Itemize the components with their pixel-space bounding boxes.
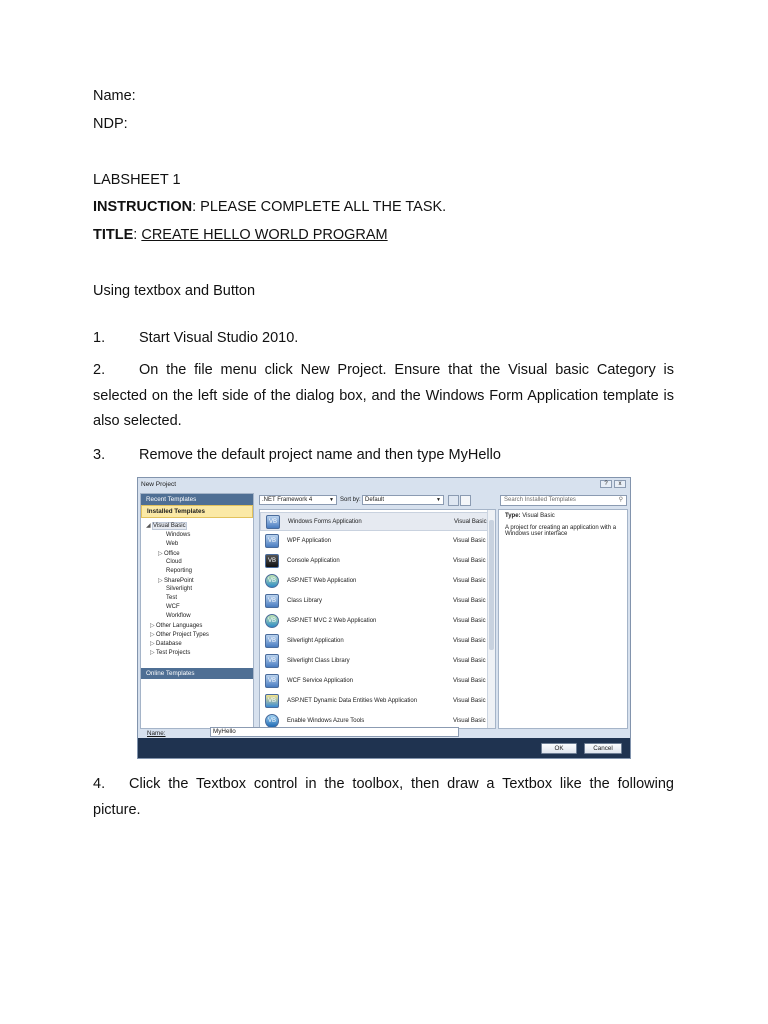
dynamic-data-icon: VB: [265, 694, 279, 708]
list-item[interactable]: VB ASP.NET Dynamic Data Entities Web Application Visual Basic: [260, 692, 488, 711]
ok-button[interactable]: OK: [541, 743, 577, 754]
list-item[interactable]: VB WPF Application Visual Basic: [260, 532, 488, 551]
step-number: 3.: [93, 447, 106, 463]
template-description: A project for creating an application with a Windows user interface: [505, 525, 617, 537]
framework-select[interactable]: .NET Framework 4 ▼: [259, 495, 337, 505]
close-button[interactable]: x: [614, 480, 626, 488]
project-name-label: Name:: [147, 730, 166, 737]
step-number: 1.: [93, 330, 106, 346]
template-list: [259, 509, 496, 729]
silverlight-icon: VB: [265, 634, 279, 648]
project-name-input[interactable]: MyHello: [210, 727, 459, 737]
dialog-titlebar: [138, 478, 630, 490]
tree-item-visual-basic[interactable]: ◢ Visual Basic: [146, 523, 186, 529]
title-label: TITLE: [93, 227, 134, 243]
tree-item-other-project-types[interactable]: ▷Other Project Types: [150, 632, 209, 638]
tree-item-reporting[interactable]: Reporting: [166, 568, 193, 574]
subtitle: Using textbox and Button: [93, 283, 256, 299]
wcf-icon: VB: [265, 674, 279, 688]
labsheet-heading: LABSHEET 1: [93, 172, 181, 188]
wpf-icon: VB: [265, 534, 279, 548]
step-1: [93, 330, 298, 346]
template-details: [498, 509, 628, 729]
tree-item-web[interactable]: Web: [166, 541, 179, 547]
recent-templates[interactable]: Recent Templates: [141, 494, 253, 505]
globe-icon: VB: [265, 614, 279, 628]
list-item[interactable]: VB Silverlight Application Visual Basic: [260, 632, 488, 651]
medium-icons-view-icon[interactable]: [448, 495, 459, 506]
instruction-text: : PLEASE COMPLETE ALL THE TASK.: [192, 199, 447, 215]
list-item[interactable]: VB Silverlight Class Library Visual Basic: [260, 652, 488, 671]
azure-icon: VB: [265, 714, 279, 728]
help-button[interactable]: ?: [600, 480, 612, 488]
title-line: [93, 227, 388, 243]
ndp-label: NDP:: [93, 116, 128, 132]
template-categories-panel: [140, 493, 254, 729]
expanded-arrow-icon: ◢: [146, 523, 151, 529]
console-icon: VB: [265, 554, 279, 568]
dialog-title: New Project: [141, 481, 177, 488]
tree-item-test[interactable]: Test: [166, 595, 178, 601]
search-input[interactable]: Search Installed Templates ⚲: [500, 495, 627, 506]
step-text: On the file menu click New Project. Ensure that the Visual basic Category is selected on the left side of the dialog box, and the Windows Form Application template is also selected.: [93, 362, 674, 429]
title-separator: :: [133, 227, 142, 243]
collapsed-arrow-icon: ▷: [158, 578, 163, 584]
template-list-scrollbar[interactable]: [487, 510, 495, 728]
windows-forms-icon: VB: [266, 515, 280, 529]
chevron-down-icon: ▼: [329, 497, 334, 503]
list-item[interactable]: VB ASP.NET Web Application Visual Basic: [260, 572, 488, 591]
collapsed-arrow-icon: ▷: [158, 551, 163, 557]
silverlight-library-icon: VB: [265, 654, 279, 668]
cancel-button[interactable]: Cancel: [584, 743, 622, 754]
tree-item-database[interactable]: ▷Database: [150, 641, 182, 647]
list-item[interactable]: VB WCF Service Application Visual Basic: [260, 672, 488, 691]
step-number: 2.: [93, 362, 106, 378]
tree-item-wcf[interactable]: WCF: [166, 604, 180, 610]
globe-icon: VB: [265, 574, 279, 588]
tree-item-workflow[interactable]: Workflow: [166, 613, 191, 619]
online-templates[interactable]: Online Templates: [141, 668, 253, 679]
step-number: 4.: [93, 776, 106, 792]
collapsed-arrow-icon: ▷: [150, 641, 155, 647]
list-item[interactable]: VB ASP.NET MVC 2 Web Application Visual Basic: [260, 612, 488, 631]
collapsed-arrow-icon: ▷: [150, 650, 155, 656]
dialog-footer: [138, 738, 630, 758]
class-library-icon: VB: [265, 594, 279, 608]
list-item[interactable]: VB Class Library Visual Basic: [260, 592, 488, 611]
sort-by-label: Sort by:: [340, 497, 361, 503]
collapsed-arrow-icon: ▷: [150, 632, 155, 638]
new-project-dialog: [137, 477, 631, 759]
tree-item-windows[interactable]: Windows: [166, 532, 191, 538]
title-text: CREATE HELLO WORLD PROGRAM: [141, 227, 388, 243]
list-item[interactable]: VB Enable Windows Azure Tools Visual Basic: [260, 712, 488, 729]
collapsed-arrow-icon: ▷: [150, 623, 155, 629]
instruction-label: INSTRUCTION: [93, 199, 193, 215]
search-icon: ⚲: [618, 497, 623, 503]
tree-item-test-projects[interactable]: ▷Test Projects: [150, 650, 191, 656]
list-item[interactable]: VB Windows Forms Application Visual Basic: [260, 512, 488, 531]
tree-item-sharepoint[interactable]: ▷SharePoint: [158, 578, 194, 584]
name-label: Name:: [93, 88, 136, 104]
step-text: Start Visual Studio 2010.: [139, 330, 299, 346]
tree-item-office[interactable]: ▷Office: [158, 551, 180, 557]
instruction-line: [93, 199, 446, 215]
template-tree: [141, 518, 253, 668]
chevron-down-icon: ▼: [436, 497, 441, 503]
template-type: Type: Visual Basic: [505, 513, 555, 519]
step-4: [93, 772, 674, 823]
step-text: Remove the default project name and then type MyHello: [139, 447, 501, 463]
step-text: Click the Textbox control in the toolbox, then draw a Textbox like the following picture.: [93, 776, 674, 818]
step-2: [93, 358, 674, 435]
scrollbar-thumb[interactable]: [489, 520, 494, 650]
step-3: [93, 447, 501, 463]
list-view-icon[interactable]: [460, 495, 471, 506]
tree-item-silverlight[interactable]: Silverlight: [166, 586, 193, 592]
tree-item-cloud[interactable]: Cloud: [166, 559, 182, 565]
list-item[interactable]: VB Console Application Visual Basic: [260, 552, 488, 571]
tree-item-other-languages[interactable]: ▷Other Languages: [150, 623, 203, 629]
sort-by-select[interactable]: Default ▼: [362, 495, 444, 505]
installed-templates[interactable]: Installed Templates: [141, 505, 253, 518]
